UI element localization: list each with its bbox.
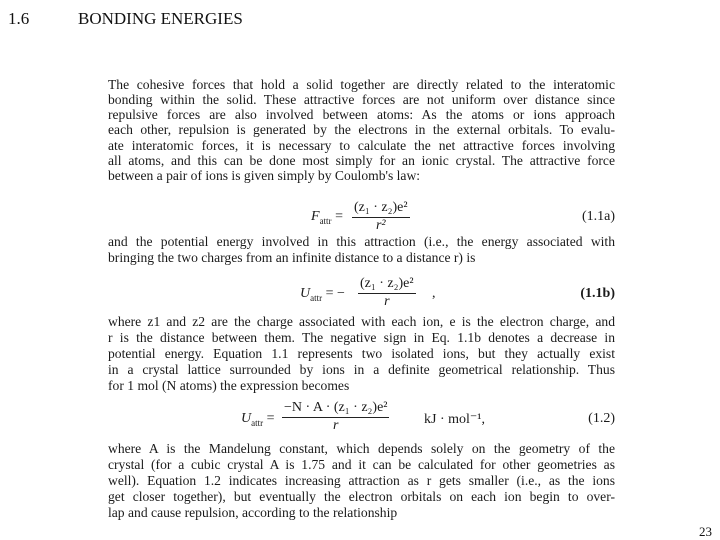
eq-sub: attr xyxy=(251,417,264,428)
section-title: BONDING ENERGIES xyxy=(78,9,243,28)
text-line: lap and cause repulsion, according to the relationship xyxy=(108,505,398,520)
eq-sign: = xyxy=(335,209,343,224)
text-line: potential energy. Equation 1.1 represents two isolated ions, but they actually exist xyxy=(108,346,615,361)
text-line: The cohesive forces that hold a solid together are directly related to the interatomic xyxy=(108,77,615,92)
text-line: bonding within the solid. These attractive forces are not uniform over distance since xyxy=(108,92,615,107)
text-line: all atoms, and this can be done most simply for an ionic crystal. The attractive force xyxy=(108,152,615,168)
eq-numerator: (z₁ · z₂)e² xyxy=(352,200,410,218)
text-line: get closer together), but eventually the electron orbitals on each ion begin to over- xyxy=(108,489,615,504)
text-line: in a crystal lattice surrounded by ions in a definite geometrical relationship. Thus xyxy=(108,362,615,377)
equation-1-1b xyxy=(0,276,720,312)
text-line: well). Equation 1.2 indicates increasing attraction as r gets smaller (i.e., as the ions xyxy=(108,473,615,488)
text-line: between a pair of ions is given simply by Coulomb's law: xyxy=(108,168,421,183)
page-number: 23 xyxy=(699,524,712,539)
text-line: bringing the two charges from an infinite distance to a distance r) is xyxy=(108,250,476,265)
text-line: crystal (for a cubic crystal A is 1.75 and it can be calculated for other geometries as xyxy=(108,457,615,472)
eq-sub: attr xyxy=(310,292,323,303)
eq-denominator: r xyxy=(384,294,390,309)
equation-1-2 xyxy=(0,400,720,438)
section-number: 1.6 xyxy=(8,9,30,28)
text-line: each other, repulsion is generated by the electrons in the external orbitals. To evalu- xyxy=(108,122,615,137)
text-line: where z1 and z2 are the charge associated with each ion, e is the electron charge, and xyxy=(108,314,615,329)
equation-1-1a xyxy=(0,200,720,236)
equation-number: (1.1a) xyxy=(581,209,615,224)
equation-number: (1.1b) xyxy=(580,286,615,301)
text-line: and the potential energy involved in this attraction (i.e., the energy associated with xyxy=(108,234,615,249)
eq-tail: , xyxy=(432,286,436,301)
eq-sign: = xyxy=(266,411,275,426)
eq-units: kJ · mol⁻¹, xyxy=(424,412,485,427)
eq-numerator: −N · A · (z₁ · z₂)e² xyxy=(282,400,389,418)
text-line: repulsive forces are also involved between atoms: As the atoms or ions approach xyxy=(108,107,615,122)
text-line: for 1 mol (N atoms) the expression becomes xyxy=(108,378,350,393)
eq-lhs: U xyxy=(241,411,252,426)
eq-sub: attr xyxy=(319,215,332,226)
eq-lhs: F xyxy=(311,209,320,224)
eq-sign: = − xyxy=(325,286,345,301)
eq-lhs: U xyxy=(300,286,311,301)
text-line: where A is the Mandelung constant, which depends solely on the geometry of the xyxy=(108,441,615,456)
eq-denominator: r² xyxy=(375,218,386,233)
text-line: r is the distance between them. The negative sign in Eq. 1.1b denotes a decrease in xyxy=(108,330,615,345)
text-line: ate interatomic forces, it is necessary to calculate the net attractive forces involving xyxy=(108,137,615,153)
eq-denominator: r xyxy=(333,418,339,433)
equation-number: (1.2) xyxy=(588,411,615,426)
eq-numerator: (z₁ · z₂)e² xyxy=(358,276,416,294)
